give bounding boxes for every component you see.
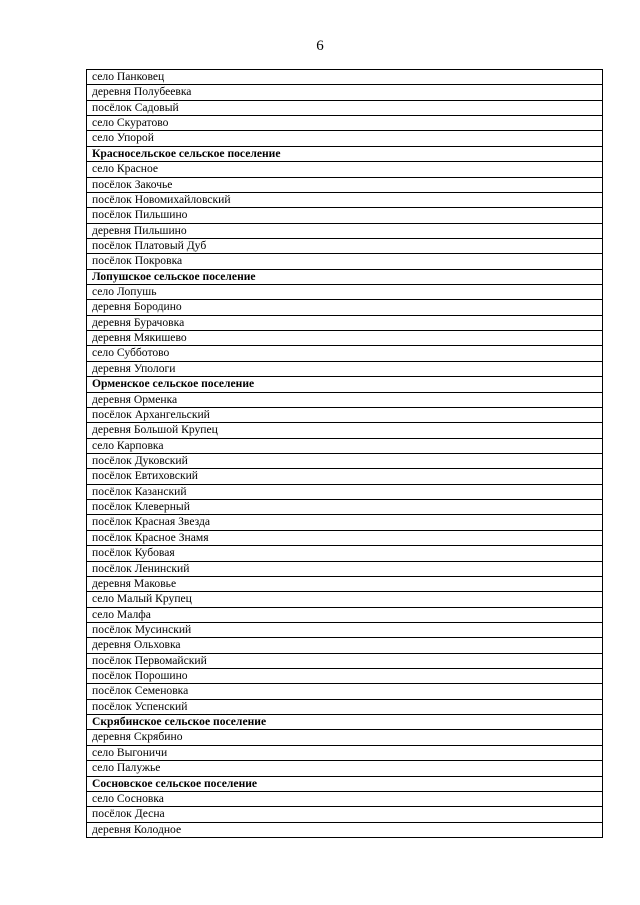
settlement-group-header: Лопушское сельское поселение [87,270,602,285]
settlement-row: деревня Упологи [87,362,602,377]
settlement-row: деревня Полубеевка [87,85,602,100]
settlement-row: село Красное [87,162,602,177]
settlement-row: посёлок Порошино [87,669,602,684]
settlement-row: посёлок Дуковский [87,454,602,469]
settlement-row: посёлок Казанский [87,485,602,500]
settlement-row: посёлок Красная Звезда [87,515,602,530]
settlement-row: село Панковец [87,70,602,85]
settlement-row: деревня Ольховка [87,638,602,653]
settlement-row: посёлок Кубовая [87,546,602,561]
settlement-row: село Малый Крупец [87,592,602,607]
settlement-row: посёлок Платовый Дуб [87,239,602,254]
settlement-group-header: Орменское сельское поселение [87,377,602,392]
settlement-row: посёлок Десна [87,807,602,822]
settlement-group-header: Красносельское сельское поселение [87,147,602,162]
settlement-row: деревня Большой Крупец [87,423,602,438]
settlement-row: деревня Колодное [87,823,602,838]
settlement-row: село Малфа [87,608,602,623]
settlement-row: посёлок Ленинский [87,562,602,577]
settlement-row: село Упорой [87,131,602,146]
settlement-row: деревня Бородино [87,300,602,315]
settlement-row: деревня Орменка [87,393,602,408]
settlement-row: посёлок Успенский [87,700,602,715]
settlement-row: деревня Пильшино [87,224,602,239]
settlement-row: посёлок Евтиховский [87,469,602,484]
settlement-row: село Лопушь [87,285,602,300]
settlement-row: деревня Мякишево [87,331,602,346]
settlement-row: посёлок Закочье [87,178,602,193]
settlements-table [86,69,603,838]
settlement-group-header: Сосновское сельское поселение [87,777,602,792]
settlement-row: посёлок Садовый [87,101,602,116]
settlement-row: посёлок Пильшино [87,208,602,223]
settlement-row: посёлок Архангельский [87,408,602,423]
settlement-row: село Палужье [87,761,602,776]
settlement-row: посёлок Новомихайловский [87,193,602,208]
settlement-row: село Выгоничи [87,746,602,761]
settlement-row: посёлок Красное Знамя [87,531,602,546]
settlement-row: посёлок Семеновка [87,684,602,699]
settlement-row: посёлок Первомайский [87,654,602,669]
settlement-row: деревня Бурачовка [87,316,602,331]
settlement-group-header: Скрябинское сельское поселение [87,715,602,730]
settlement-row: посёлок Покровка [87,254,602,269]
settlement-row: село Сосновка [87,792,602,807]
settlement-row: деревня Маковье [87,577,602,592]
settlement-row: село Субботово [87,346,602,361]
settlement-row: деревня Скрябино [87,730,602,745]
settlement-row: село Карповка [87,439,602,454]
settlement-row: посёлок Клеверный [87,500,602,515]
page-number: 6 [316,38,324,54]
settlement-row: посёлок Мусинский [87,623,602,638]
settlement-row: село Скуратово [87,116,602,131]
